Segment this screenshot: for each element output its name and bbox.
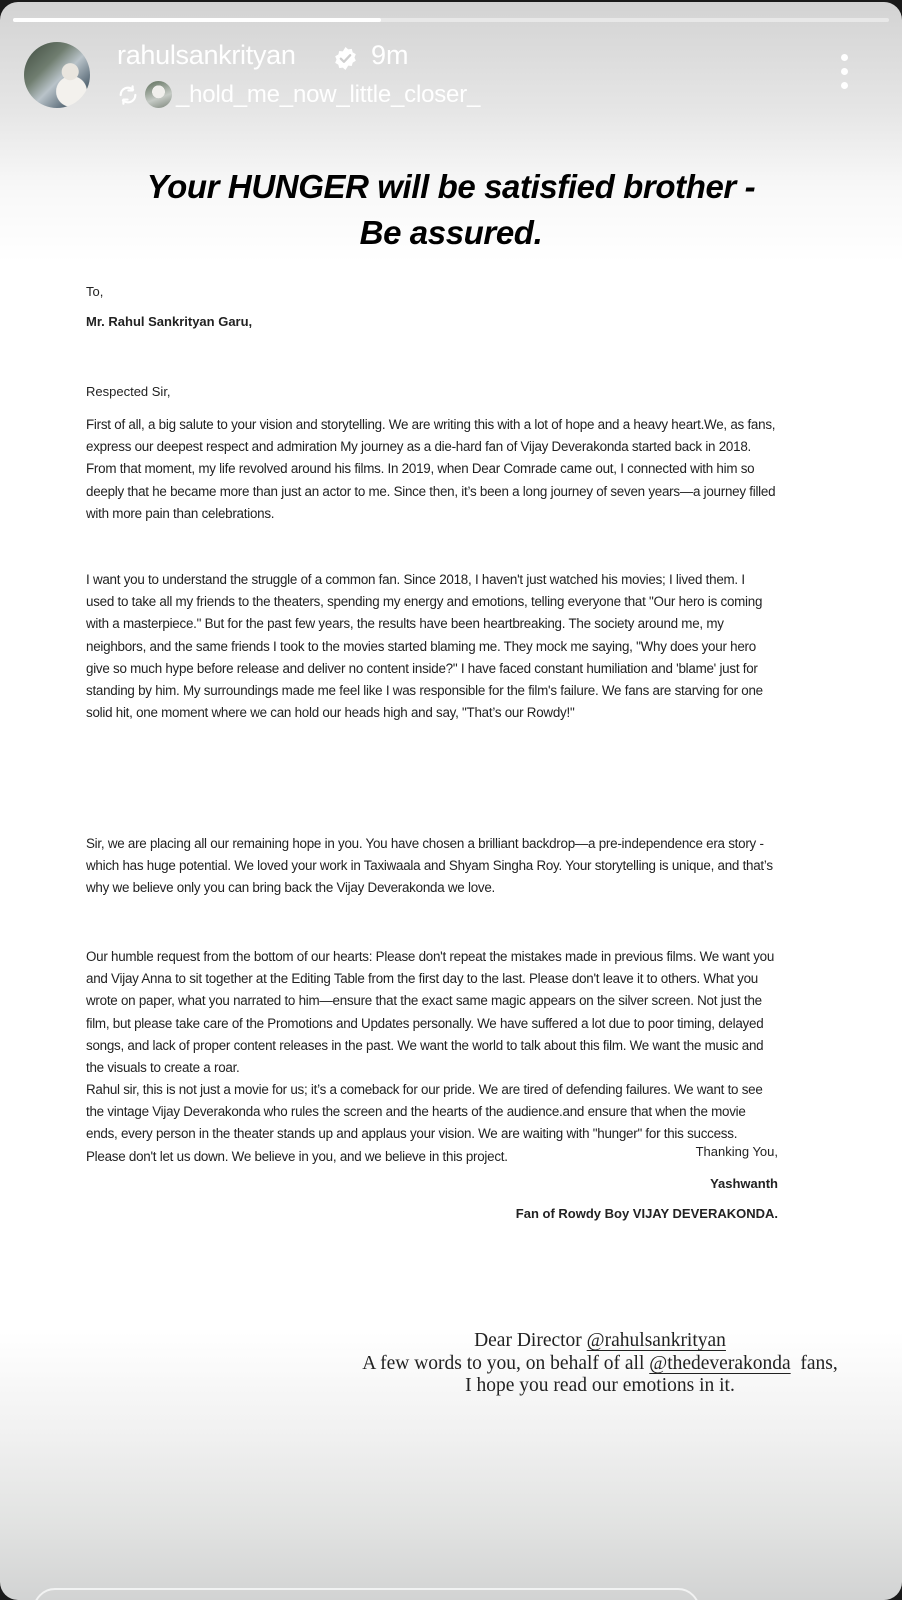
caption-text: Dear Director — [474, 1330, 587, 1351]
letter-recipient: Mr. Rahul Sankrityan Garu, — [86, 314, 253, 329]
post-time: 9m — [371, 40, 409, 70]
caption-text: A few words to you, on behalf of all — [362, 1352, 650, 1374]
story-viewer — [0, 2, 902, 1600]
more-vertical-icon — [841, 54, 848, 61]
caption-line-3: I hope you read our emotions in it. — [465, 1375, 735, 1396]
mention-link[interactable]: @rahulsankrityan — [586, 1330, 726, 1351]
reshared-account-name[interactable]: _hold_me_now_little_closer_ — [176, 81, 481, 108]
caption-text: fans, — [790, 1352, 838, 1374]
story-progress-fill — [13, 18, 381, 22]
post-headline — [0, 164, 902, 256]
letter-to: To, — [86, 284, 104, 299]
letter-closing: Thanking You, — [695, 1144, 778, 1159]
verified-badge-icon — [333, 46, 358, 71]
letter-paragraph: Our humble request from the bottom of our hearts: Please don't repeat the mistakes made in previous films. We want you and Vijay Anna to sit together at the Editing Table from the first day to the last. Please don't leave it to others. What you wrote on paper, what you narrated to him—ensure that the exact same magic appears on the silver screen. Not just the film, but please take care of the Promotions and Updates personally. We have suffered a lot due to poor timing, delayed songs, and lack of proper content releases in the past. We want the world to talk about this film. We want the music and the visuals to create a roar. — [86, 949, 775, 1076]
headline-line-2: Be assured. — [359, 214, 543, 251]
story-progress-bar — [13, 18, 889, 22]
caption-line-1 — [300, 1330, 900, 1353]
letter-salutation: Respected Sir, — [86, 384, 171, 399]
letter-paragraph: Sir, we are placing all our remaining hope in you. You have chosen a brilliant backdrop—a pre-independence era story - which has huge potential. We loved your work in Taxiwaala and Shyam Singha Roy. Your storytelling is unique, and that’s why we believe only you can bring back the Vijay Deverakonda we love. — [86, 836, 773, 896]
headline-line-1: Your HUNGER will be satisfied brother - — [146, 168, 756, 205]
repost-icon — [117, 84, 139, 106]
more-vertical-icon — [841, 68, 848, 75]
reshared-account-avatar[interactable] — [145, 81, 172, 108]
author-username[interactable]: rahulsankrityan — [117, 40, 296, 70]
more-vertical-icon — [841, 82, 848, 89]
mention-link[interactable]: @thedeverakonda — [649, 1352, 791, 1374]
caption-line-2 — [300, 1353, 900, 1376]
story-caption — [300, 1330, 900, 1398]
letter-paragraph: Rahul sir, this is not just a movie for us; it’s a comeback for our pride. We are tired of defending failures. We want to see the vintage Vijay Deverakonda who rules the screen and the hearts of the audience.and ensure that when the movie ends, every person in the theater stands up and applaus your vision. We are waiting with "hunger" for this success. Please don't let us down. We believe in you, and we believe in this project. — [86, 1082, 763, 1164]
letter-paragraph: First of all, a big salute to your vision and storytelling. We are writing this with a lot of hope and a heavy heart.We, as fans, express our deepest respect and admiration My journey as a die-hard fan of Vijay Deverakonda started back in 2018. From that moment, my life revolved around his films. In 2019, when Dear Comrade came out, I connected with him so deeply that he became more than just an actor to me. Since then, it’s been a long journey of seven years—a journey filled with more pain than celebrations. — [86, 417, 776, 521]
more-options-button[interactable] — [836, 54, 852, 90]
letter-paragraph: I want you to understand the struggle of a common fan. Since 2018, I haven't just watched his movies; I lived them. I used to take all my friends to the theaters, spending my energy and emotions, telling everyone that "Our hero is coming with a masterpiece." But for the past few years, the results have been heartbreaking. The society around me, my neighbors, and the same friends I took to the movies started blaming me. They mock me saying, "Why does your hero give so much hype before release and deliver no content inside?" I have faced constant humiliation and 'blame' just for standing by him. My surroundings made me feel like I was responsible for the film's failure. We fans are starving for one solid hit, one moment where we can hold our heads high and say, "That’s our Rowdy!" — [86, 572, 763, 721]
author-avatar[interactable] — [24, 42, 90, 108]
reply-input[interactable] — [33, 1588, 700, 1600]
letter-signer-title: Fan of Rowdy Boy VIJAY DEVERAKONDA. — [515, 1206, 778, 1221]
letter-signer: Yashwanth — [710, 1176, 778, 1191]
